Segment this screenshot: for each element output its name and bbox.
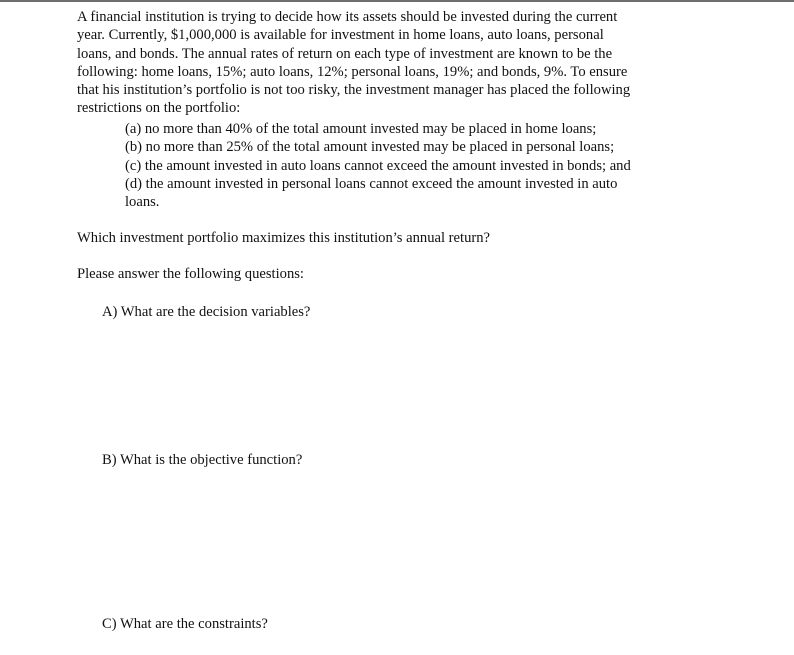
- restriction-c: (c) the amount invested in auto loans cannot exceed the amount invested in bonds; and: [125, 157, 631, 174]
- restrictions-list: [125, 120, 725, 211]
- question-a-decision-variables: A) What are the decision variables?: [102, 304, 311, 320]
- problem-line: following: home loans, 15%; auto loans, 12%; personal loans, 19%; and bonds, 9%. To ensure: [77, 63, 628, 80]
- restriction-d: (d) the amount invested in personal loans cannot exceed the amount invested in auto: [125, 175, 618, 192]
- problem-line: year. Currently, $1,000,000 is available for investment in home loans, auto loans, personal: [77, 27, 604, 44]
- problem-line: loans, and bonds. The annual rates of return on each type of investment are known to be the: [77, 45, 613, 62]
- question-c-constraints: C) What are the constraints?: [102, 616, 268, 632]
- problem-line: restrictions on the portfolio:: [77, 100, 241, 117]
- top-rule: [0, 0, 794, 2]
- restriction-a: (a) no more than 40% of the total amount invested may be placed in home loans;: [125, 121, 597, 137]
- problem-line: A financial institution is trying to decide how its assets should be invested during the current: [77, 9, 618, 25]
- question-b-objective-function: B) What is the objective function?: [102, 452, 303, 468]
- problem-line: that his institution’s portfolio is not too risky, the investment manager has placed the following: [77, 82, 631, 99]
- main-question: Which investment portfolio maximizes this institution’s annual return?: [77, 230, 491, 246]
- restriction-b: (b) no more than 25% of the total amount invested may be placed in personal loans;: [125, 139, 615, 156]
- restriction-d-continued: loans.: [125, 194, 160, 211]
- problem-statement: [77, 8, 717, 118]
- answer-prompt: Please answer the following questions:: [77, 266, 304, 282]
